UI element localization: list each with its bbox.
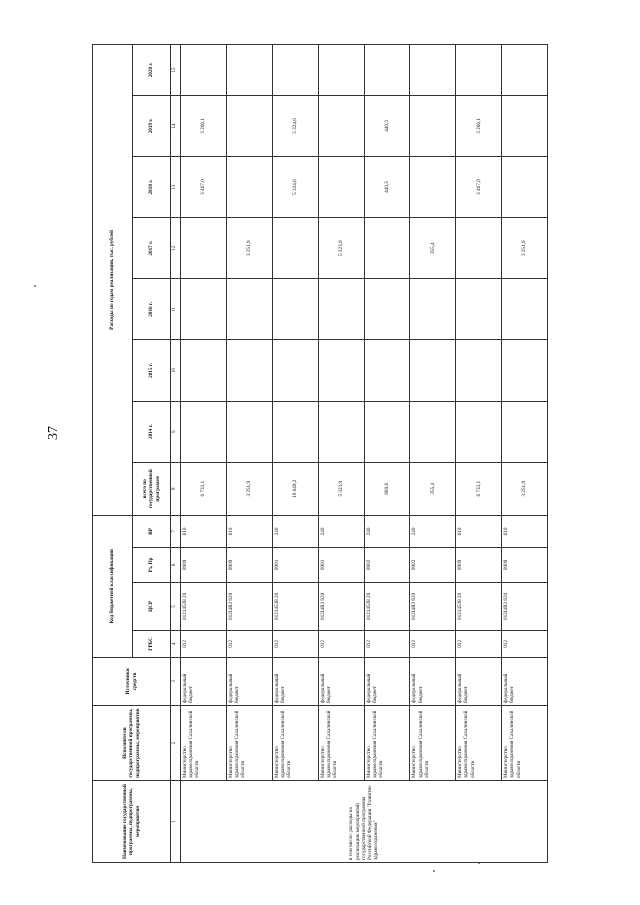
vr-cell: 610	[226, 515, 272, 547]
year-2020-cell	[364, 45, 410, 96]
vr-cell: 610	[181, 515, 227, 547]
total-cell: 355,4	[410, 462, 456, 515]
total-cell: 10 649,2	[272, 462, 318, 515]
rzpr-cell: 0902	[364, 548, 410, 583]
table-row	[181, 45, 227, 863]
csr-cell: 012I4R3 820	[502, 582, 548, 630]
header-2020: 2020 г.	[133, 45, 171, 96]
year-2014-cell	[181, 401, 227, 462]
executor-cell: Министерство здравоохранения Сахалинской области	[364, 706, 410, 781]
grbs-cell: 012	[456, 631, 502, 658]
year-2015-cell	[410, 340, 456, 401]
source-cell: федеральный бюджет	[502, 657, 548, 705]
col-number: 3	[171, 657, 181, 705]
header-rzpr: Рз, Пр	[133, 548, 171, 583]
csr-cell: 01214538 20	[181, 582, 227, 630]
executor-cell: Министерство здравоохранения Сахалинской области	[502, 706, 548, 781]
header-2018: 2018 г.	[133, 157, 171, 218]
year-2016-cell	[226, 279, 272, 340]
year-2016-cell	[181, 279, 227, 340]
year-2020-cell	[410, 45, 456, 96]
year-2019-cell: 5 324,6	[272, 95, 318, 156]
year-2020-cell	[181, 45, 227, 96]
year-2018-cell: 3 467,0	[181, 157, 227, 218]
source-cell: федеральный бюджет	[456, 657, 502, 705]
header-vr: ВР	[133, 515, 171, 547]
rzpr-cell: 0909	[502, 548, 548, 583]
col-number: 11	[171, 279, 181, 340]
vr-cell: 240	[364, 515, 410, 547]
csr-cell: 01214538 20	[272, 582, 318, 630]
page-number: 37	[46, 426, 61, 440]
year-2017-cell	[456, 218, 502, 279]
year-2020-cell	[318, 45, 364, 96]
col-number: 1	[171, 781, 181, 863]
table-row	[410, 45, 456, 863]
col-number: 10	[171, 340, 181, 401]
year-2016-cell	[272, 279, 318, 340]
year-2015-cell	[181, 340, 227, 401]
grbs-cell: 012	[502, 631, 548, 658]
year-2016-cell	[410, 279, 456, 340]
year-2014-cell	[272, 401, 318, 462]
year-2017-cell: 3 251,9	[226, 218, 272, 279]
col-number: 14	[171, 95, 181, 156]
source-cell: федеральный бюджет	[181, 657, 227, 705]
rzpr-cell: 0909	[456, 548, 502, 583]
source-cell: федеральный бюджет	[318, 657, 364, 705]
executor-cell: Министерство здравоохранения Сахалинской области	[456, 706, 502, 781]
year-2017-cell: 5 323,9	[318, 218, 364, 279]
header-2019: 2019 г.	[133, 95, 171, 156]
rotated-table-frame	[92, 44, 640, 860]
rzpr-cell: 0901	[272, 548, 318, 583]
year-2016-cell	[502, 279, 548, 340]
header-2015: 2015 г.	[133, 340, 171, 401]
table-row	[364, 45, 410, 863]
vr-cell: 240	[272, 515, 318, 547]
executor-cell: Министерство здравоохранения Сахалинской области	[181, 706, 227, 781]
col-number: 15	[171, 45, 181, 96]
rotated-table-inner	[92, 44, 548, 863]
table-row	[272, 45, 318, 863]
scan-speck	[34, 285, 36, 287]
year-2015-cell	[318, 340, 364, 401]
rzpr-cell: 0902	[410, 548, 456, 583]
source-cell: федеральный бюджет	[272, 657, 318, 705]
year-2018-cell: 440,3	[364, 157, 410, 218]
vr-cell: 610	[456, 515, 502, 547]
year-2014-cell	[502, 401, 548, 462]
header-bk-group: Код бюджетной классификации	[93, 515, 133, 657]
header-2014: 2014 г.	[133, 401, 171, 462]
col-number: 5	[171, 582, 181, 630]
year-2015-cell	[272, 340, 318, 401]
year-2019-cell	[318, 95, 364, 156]
year-2017-cell: 355,4	[410, 218, 456, 279]
scan-speck	[433, 870, 435, 872]
year-2019-cell	[502, 95, 548, 156]
year-2019-cell: 3 266,1	[181, 95, 227, 156]
total-cell: 6 733,1	[456, 462, 502, 515]
source-cell: федеральный бюджет	[410, 657, 456, 705]
csr-cell: 012I4R3 820	[226, 582, 272, 630]
year-2020-cell	[226, 45, 272, 96]
year-2015-cell	[502, 340, 548, 401]
rzpr-cell: 0901	[318, 548, 364, 583]
year-2020-cell	[456, 45, 502, 96]
year-2020-cell	[502, 45, 548, 96]
year-2019-cell	[410, 95, 456, 156]
executor-cell: Министерство здравоохранения Сахалинской области	[410, 706, 456, 781]
year-2014-cell	[226, 401, 272, 462]
col-number: 9	[171, 401, 181, 462]
total-cell: 3 251,9	[226, 462, 272, 515]
executor-cell: Министерство здравоохранения Сахалинской области	[226, 706, 272, 781]
csr-cell: 01214538 20	[364, 582, 410, 630]
header-grbs: ГРБС	[133, 631, 171, 658]
year-2015-cell	[226, 340, 272, 401]
column-number-row	[171, 45, 181, 863]
year-2016-cell	[364, 279, 410, 340]
grbs-cell: 012	[410, 631, 456, 658]
vr-cell: 240	[318, 515, 364, 547]
total-cell: 5 323,9	[318, 462, 364, 515]
vr-cell: 610	[502, 515, 548, 547]
year-2018-cell	[502, 157, 548, 218]
year-2017-cell	[181, 218, 227, 279]
col-number: 8	[171, 462, 181, 515]
total-cell: 6 733,1	[181, 462, 227, 515]
table-row	[226, 45, 272, 863]
header-2017: 2017 г.	[133, 218, 171, 279]
year-2018-cell: 5 324,6	[272, 157, 318, 218]
header-total: всего по государственной программе	[133, 462, 171, 515]
year-2019-cell: 440,3	[364, 95, 410, 156]
budget-table	[92, 44, 548, 863]
col-number: 12	[171, 218, 181, 279]
year-2019-cell: 3 266,1	[456, 95, 502, 156]
rzpr-cell: 0909	[226, 548, 272, 583]
csr-cell: 012I4R3 820	[318, 582, 364, 630]
header-csr: ЦСР	[133, 582, 171, 630]
header-name: Наименование государственной программы, подпрограммы, мероприятия	[93, 781, 171, 863]
header-row-1	[93, 45, 133, 863]
table-row	[502, 45, 548, 863]
grbs-cell: 012	[318, 631, 364, 658]
year-2018-cell: 3 467,0	[456, 157, 502, 218]
rzpr-cell: 0909	[181, 548, 227, 583]
col-number: 2	[171, 706, 181, 781]
col-number: 13	[171, 157, 181, 218]
total-cell: 3 251,9	[502, 462, 548, 515]
year-2020-cell	[272, 45, 318, 96]
executor-cell: Министерство здравоохранения Сахалинской области	[272, 706, 318, 781]
source-cell: федеральный бюджет	[364, 657, 410, 705]
group-label: в том числе: расходы на реализацию мероприятий государственной программы Российской Федерации "Развитие здравоохранения"	[181, 781, 548, 863]
year-2014-cell	[364, 401, 410, 462]
year-2019-cell	[226, 95, 272, 156]
year-2014-cell	[318, 401, 364, 462]
year-2017-cell: 3 251,9	[502, 218, 548, 279]
year-2017-cell	[272, 218, 318, 279]
header-expenses-group: Расходы по годам реализации, тыс. рублей	[93, 45, 133, 516]
year-2015-cell	[364, 340, 410, 401]
col-number: 7	[171, 515, 181, 547]
grbs-cell: 012	[272, 631, 318, 658]
vr-cell: 240	[410, 515, 456, 547]
grbs-cell: 012	[226, 631, 272, 658]
year-2016-cell	[456, 279, 502, 340]
grbs-cell: 012	[181, 631, 227, 658]
col-number: 4	[171, 631, 181, 658]
year-2018-cell	[318, 157, 364, 218]
executor-cell: Министерство здравоохранения Сахалинской области	[318, 706, 364, 781]
table-row	[318, 45, 364, 863]
csr-cell: 012I4R3 820	[410, 582, 456, 630]
total-cell: 880,6	[364, 462, 410, 515]
year-2018-cell	[410, 157, 456, 218]
table-row	[456, 45, 502, 863]
header-source: Источники средств	[93, 657, 171, 705]
year-2017-cell	[364, 218, 410, 279]
year-2014-cell	[456, 401, 502, 462]
csr-cell: 01214538 20	[456, 582, 502, 630]
year-2014-cell	[410, 401, 456, 462]
header-executor: Исполнители государственной программы, подпрограммы, мероприятия	[93, 706, 171, 781]
col-number: 6	[171, 548, 181, 583]
header-2016: 2016 г.	[133, 279, 171, 340]
year-2016-cell	[318, 279, 364, 340]
year-2018-cell	[226, 157, 272, 218]
year-2015-cell	[456, 340, 502, 401]
source-cell: федеральный бюджет	[226, 657, 272, 705]
grbs-cell: 012	[364, 631, 410, 658]
